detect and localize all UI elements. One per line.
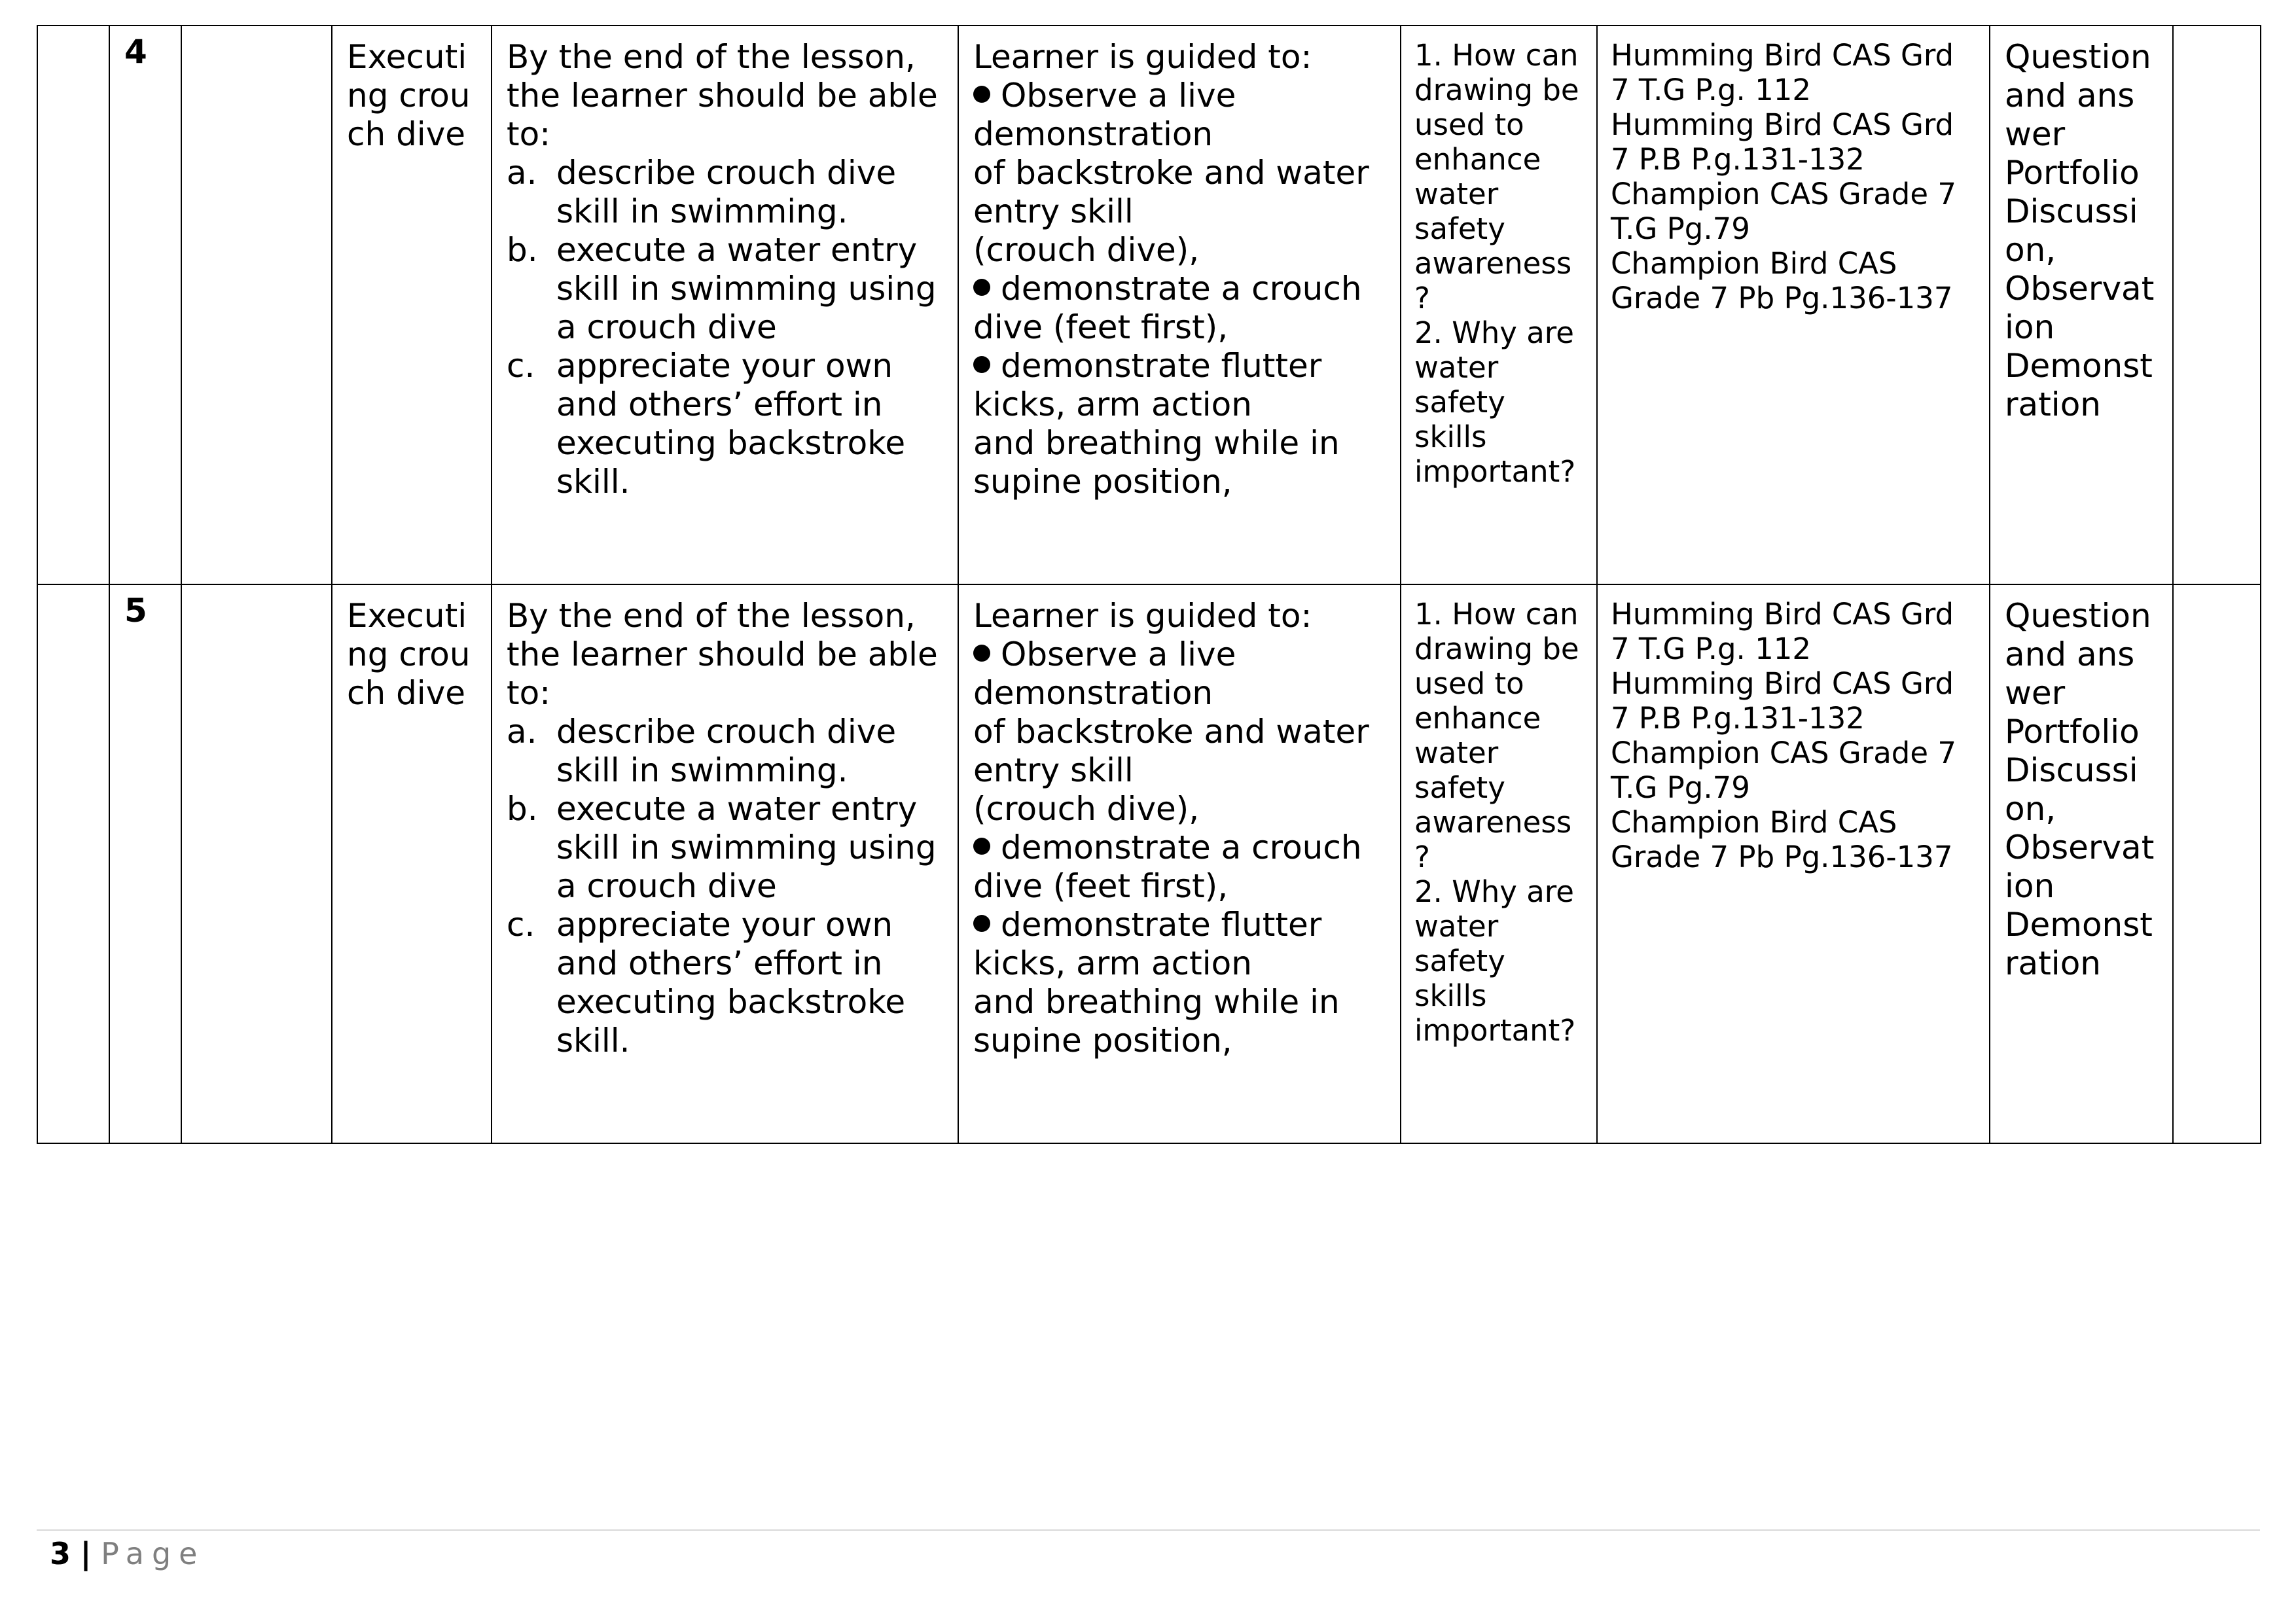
footer-separator: | bbox=[80, 1536, 92, 1571]
experience-text: (crouch dive), bbox=[973, 790, 1200, 828]
outcomes-list bbox=[507, 154, 943, 501]
outcome-item bbox=[507, 906, 943, 1060]
experience-text: of backstroke and water entry skill bbox=[973, 713, 1369, 789]
experience-line bbox=[973, 77, 1386, 154]
assessment-item: Observation bbox=[2005, 829, 2155, 905]
outcome-marker: a. bbox=[507, 154, 537, 192]
assessment-item: Question and answer bbox=[2005, 38, 2151, 153]
assessment-item: Discussion, bbox=[2005, 192, 2138, 269]
outcome-marker: b. bbox=[507, 231, 538, 269]
outcome-item bbox=[507, 790, 943, 906]
resource-item: Champion CAS Grade 7 T.G Pg.79 bbox=[1611, 177, 1956, 246]
experiences-intro: Learner is guided to: bbox=[973, 597, 1312, 635]
empty-cell bbox=[37, 584, 109, 1143]
learning-experiences bbox=[959, 26, 1400, 501]
assessment-item: Observation bbox=[2005, 270, 2155, 346]
bullet-icon bbox=[973, 356, 990, 373]
assessment-item: Question and answer bbox=[2005, 597, 2151, 712]
week-cell bbox=[109, 26, 181, 584]
key-question: 2. Why are water safety skills important? bbox=[1414, 874, 1576, 1048]
empty-cell bbox=[37, 26, 109, 584]
week-number: 4 bbox=[124, 33, 147, 71]
footer-divider bbox=[37, 1529, 2260, 1531]
resources-cell bbox=[1597, 26, 1990, 584]
experience-line bbox=[973, 790, 1386, 829]
experience-line bbox=[973, 347, 1386, 424]
remarks-cell bbox=[2173, 26, 2261, 584]
resource-item: Humming Bird CAS Grd 7 P.B P.g.131-132 bbox=[1611, 666, 1954, 736]
experiences-cell bbox=[958, 584, 1401, 1143]
outcome-item bbox=[507, 154, 943, 231]
experience-line bbox=[973, 829, 1386, 906]
outcome-marker: c. bbox=[507, 906, 535, 944]
key-questions-cell bbox=[1401, 584, 1597, 1143]
remarks-text bbox=[2174, 26, 2260, 38]
bullet-icon bbox=[973, 838, 990, 855]
sub-strand-text: Executing crouch dive bbox=[347, 38, 471, 153]
outcome-item bbox=[507, 713, 943, 790]
outcomes-intro: By the end of the lesson, the learner should be able to: bbox=[507, 597, 938, 712]
bullet-icon bbox=[973, 645, 990, 662]
experience-line bbox=[973, 270, 1386, 347]
learning-outcomes bbox=[492, 585, 958, 1060]
experience-line bbox=[973, 231, 1386, 270]
experience-text: and breathing while in supine position, bbox=[973, 424, 1340, 501]
assessment-item: Demonstration bbox=[2005, 906, 2153, 982]
table-row bbox=[37, 584, 2261, 1143]
key-inquiry-questions bbox=[1401, 26, 1596, 489]
page-footer bbox=[50, 1535, 205, 1572]
learning-outcomes bbox=[492, 26, 958, 501]
experience-line bbox=[973, 154, 1386, 231]
lesson-number bbox=[182, 585, 331, 597]
experience-text: demonstrate flutter kicks, arm action bbox=[973, 347, 1322, 423]
bullet-icon bbox=[973, 915, 990, 932]
resource-item: Humming Bird CAS Grd 7 T.G P.g. 112 bbox=[1611, 597, 1954, 666]
learning-experiences bbox=[959, 585, 1400, 1060]
assessment-item: Portfolio bbox=[2005, 154, 2140, 192]
experience-text: demonstrate flutter kicks, arm action bbox=[973, 906, 1322, 982]
resource-item: Champion CAS Grade 7 T.G Pg.79 bbox=[1611, 736, 1956, 805]
assessment-methods bbox=[1990, 585, 2172, 983]
experiences-cell bbox=[958, 26, 1401, 584]
strand-cell bbox=[332, 584, 492, 1143]
outcomes-list bbox=[507, 713, 943, 1060]
outcome-marker: c. bbox=[507, 347, 535, 385]
lesson-number bbox=[182, 26, 331, 38]
remarks-text bbox=[2174, 585, 2260, 597]
outcome-marker: b. bbox=[507, 790, 538, 828]
outcome-text: appreciate your own and others’ effort in executing backstroke skill. bbox=[556, 347, 906, 501]
outcome-text: execute a water entry skill in swimming using a crouch dive bbox=[556, 790, 937, 905]
resource-item: Humming Bird CAS Grd 7 T.G P.g. 112 bbox=[1611, 38, 1954, 107]
experience-text: demonstrate a crouch dive (feet first), bbox=[973, 829, 1362, 905]
experience-text: (crouch dive), bbox=[973, 231, 1200, 269]
experiences-intro: Learner is guided to: bbox=[973, 38, 1312, 76]
experience-text: Observe a live demonstration bbox=[973, 635, 1236, 712]
key-question: 1. How can drawing be used to enhance water safety awareness ? bbox=[1414, 597, 1579, 874]
assessment-item: Portfolio bbox=[2005, 713, 2140, 751]
table-row bbox=[37, 26, 2261, 584]
key-inquiry-questions bbox=[1401, 585, 1596, 1048]
lesson-cell bbox=[181, 584, 332, 1143]
scheme-of-work-table bbox=[37, 25, 2261, 1144]
lesson-cell bbox=[181, 26, 332, 584]
outcome-text: appreciate your own and others’ effort in executing backstroke skill. bbox=[556, 906, 906, 1060]
assessment-cell bbox=[1990, 26, 2173, 584]
key-question: 1. How can drawing be used to enhance water safety awareness ? bbox=[1414, 38, 1579, 315]
resource-item: Champion Bird CAS Grade 7 Pb Pg.136-137 bbox=[1611, 246, 1953, 315]
resources-cell bbox=[1597, 584, 1990, 1143]
strand-cell bbox=[332, 26, 492, 584]
bullet-icon bbox=[973, 279, 990, 296]
assessment-item: Discussion, bbox=[2005, 751, 2138, 828]
bullet-icon bbox=[973, 86, 990, 103]
experience-line bbox=[973, 713, 1386, 790]
experience-text: demonstrate a crouch dive (feet first), bbox=[973, 270, 1362, 346]
page-number: 3 bbox=[50, 1536, 71, 1571]
experience-line bbox=[973, 906, 1386, 983]
week-cell bbox=[109, 584, 181, 1143]
outcome-text: execute a water entry skill in swimming using a crouch dive bbox=[556, 231, 937, 346]
sub-strand-text: Executing crouch dive bbox=[347, 597, 471, 712]
outcome-item bbox=[507, 231, 943, 347]
experience-line bbox=[973, 424, 1386, 501]
week-number: 5 bbox=[124, 592, 147, 630]
experience-line bbox=[973, 983, 1386, 1060]
experience-text: Observe a live demonstration bbox=[973, 77, 1236, 153]
key-question: 2. Why are water safety skills important? bbox=[1414, 315, 1576, 489]
assessment-cell bbox=[1990, 584, 2173, 1143]
outcomes-cell bbox=[492, 584, 958, 1143]
resource-item: Champion Bird CAS Grade 7 Pb Pg.136-137 bbox=[1611, 805, 1953, 874]
remarks-cell bbox=[2173, 584, 2261, 1143]
experience-text: of backstroke and water entry skill bbox=[973, 154, 1369, 230]
outcome-text: describe crouch dive skill in swimming. bbox=[556, 154, 897, 230]
page-label: Page bbox=[101, 1536, 206, 1571]
outcome-text: describe crouch dive skill in swimming. bbox=[556, 713, 897, 789]
experience-line bbox=[973, 635, 1386, 713]
learning-resources bbox=[1598, 585, 1989, 874]
learning-resources bbox=[1598, 26, 1989, 315]
resource-item: Humming Bird CAS Grd 7 P.B P.g.131-132 bbox=[1611, 107, 1954, 177]
assessment-item: Demonstration bbox=[2005, 347, 2153, 423]
assessment-methods bbox=[1990, 26, 2172, 424]
outcomes-intro: By the end of the lesson, the learner should be able to: bbox=[507, 38, 938, 153]
experience-text: and breathing while in supine position, bbox=[973, 983, 1340, 1060]
outcome-marker: a. bbox=[507, 713, 537, 751]
table-body bbox=[37, 26, 2261, 1143]
outcomes-cell bbox=[492, 26, 958, 584]
key-questions-cell bbox=[1401, 26, 1597, 584]
outcome-item bbox=[507, 347, 943, 501]
